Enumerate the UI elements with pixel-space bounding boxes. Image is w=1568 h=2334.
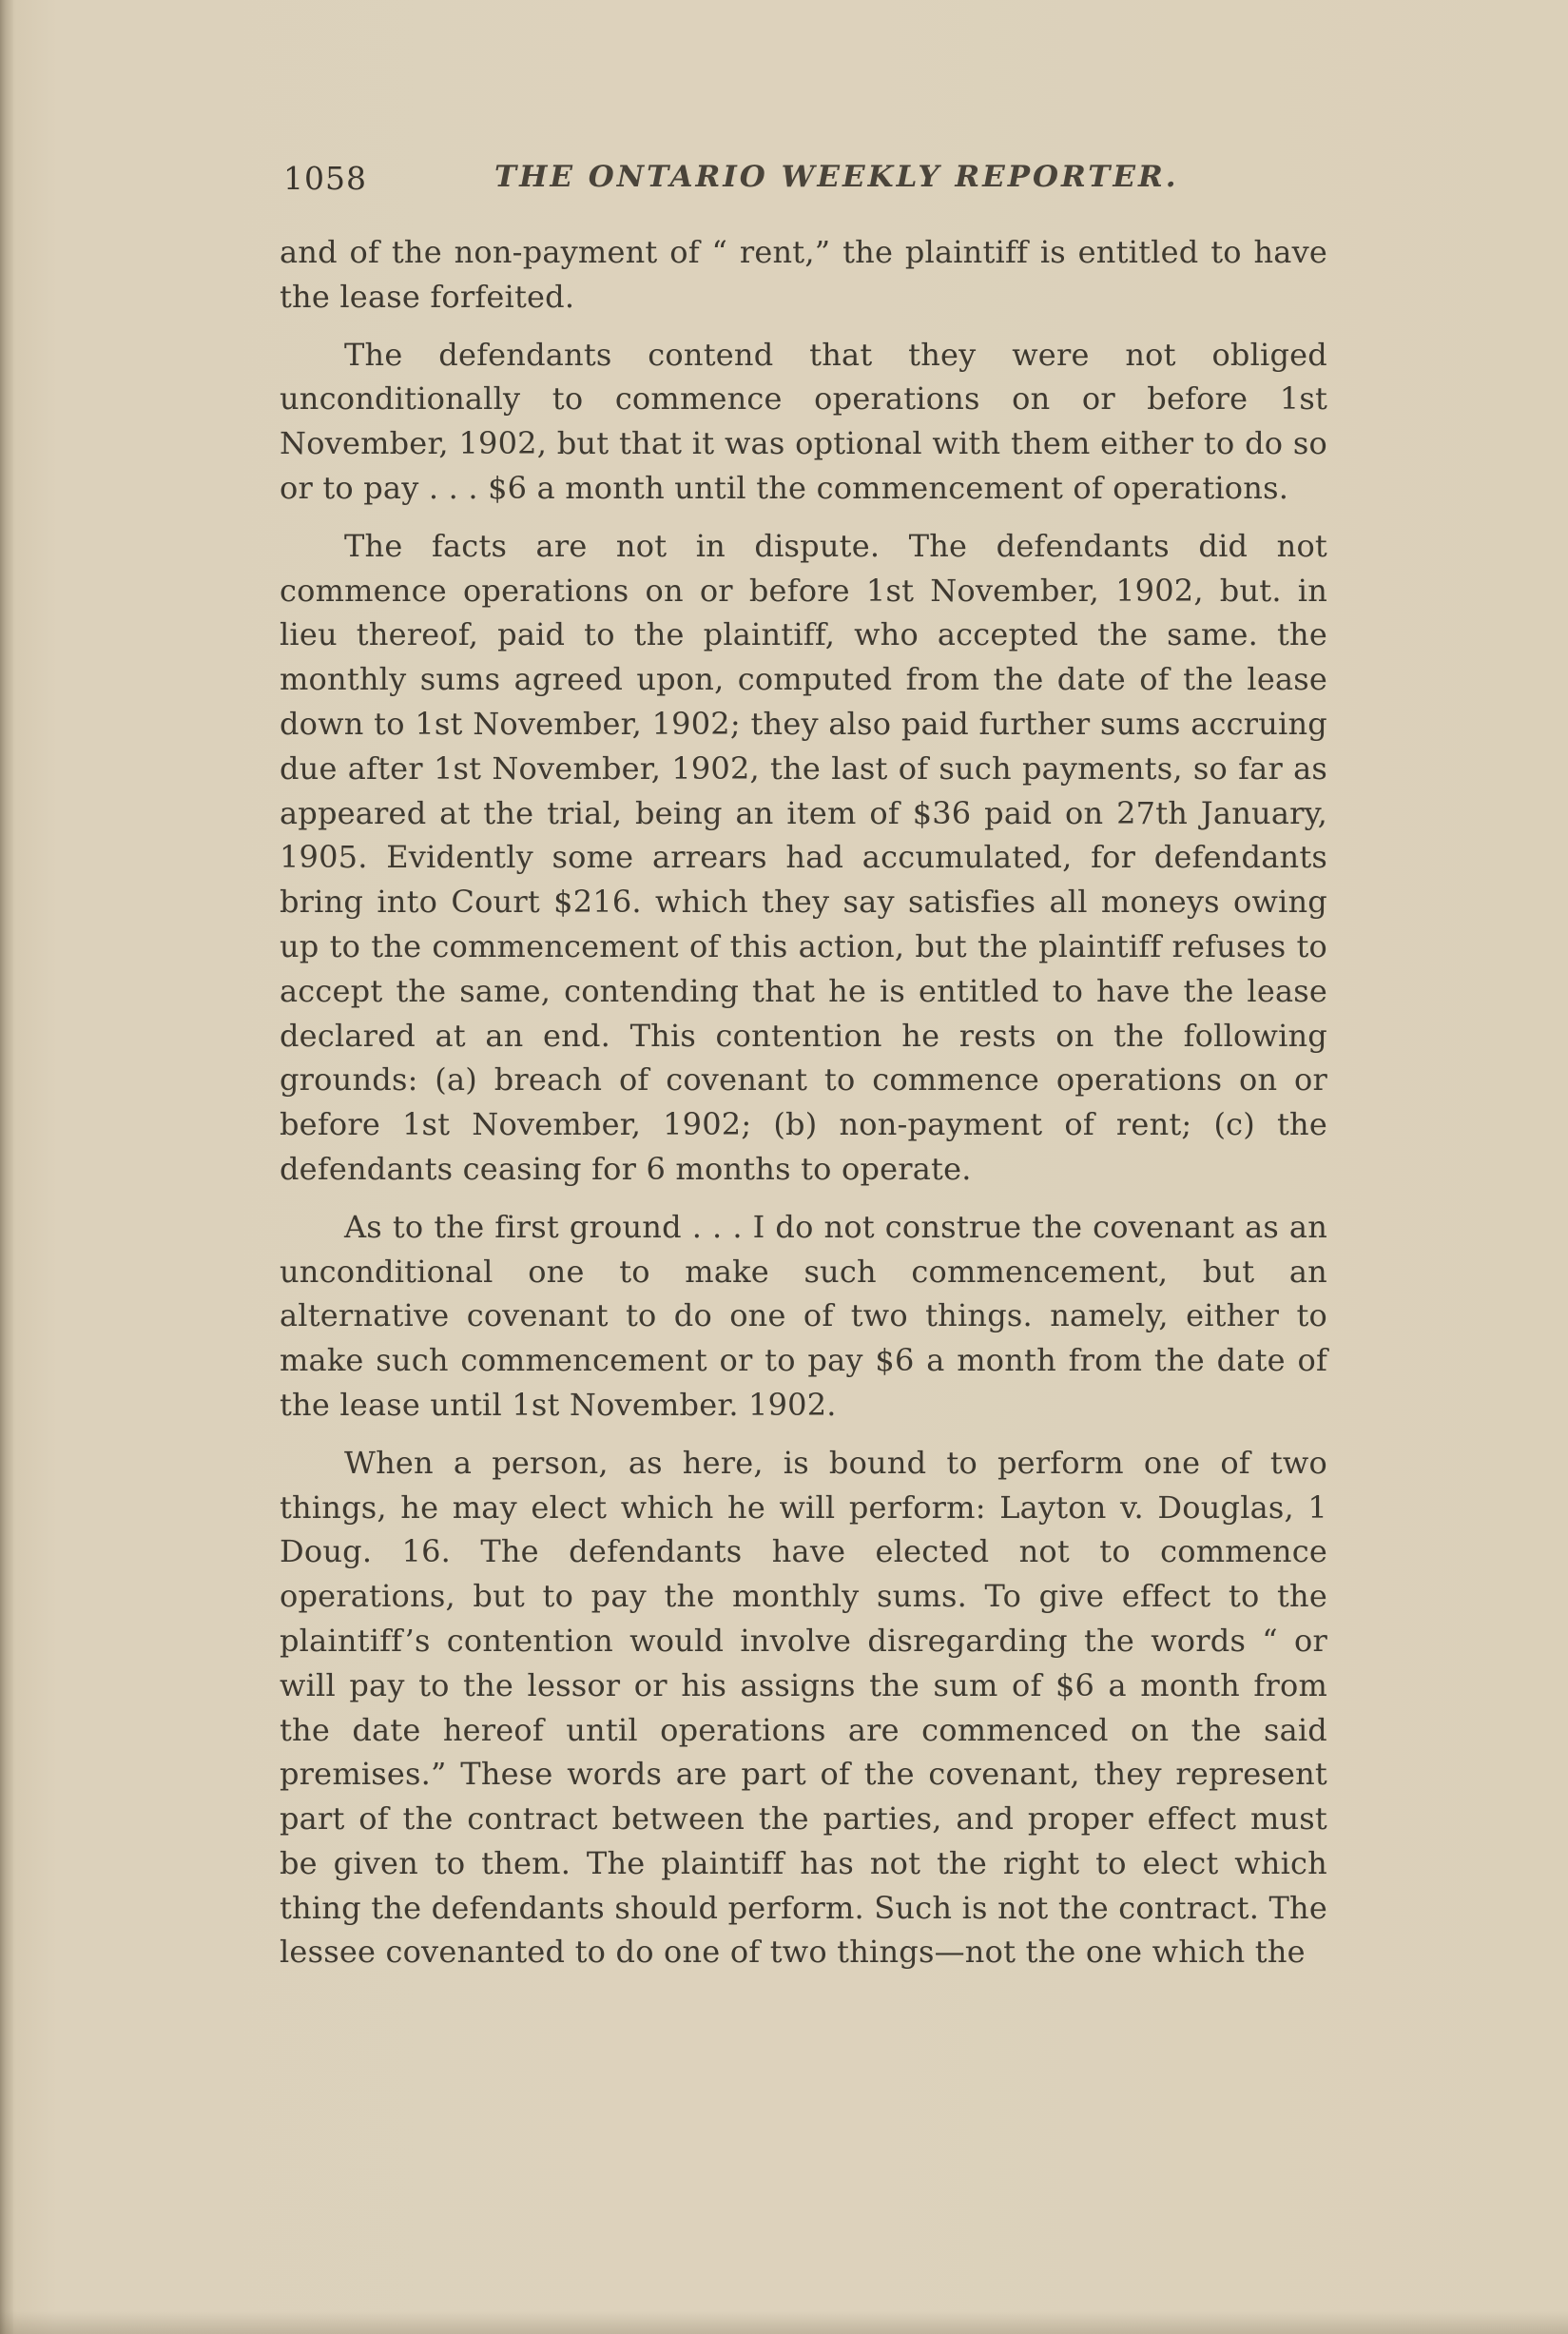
- body-text: [280, 230, 1327, 1988]
- paragraph-facts: The facts are not in dispute. The defendants did not commence operations on or before 1st November, 1902, but. in lieu thereof, paid to the plaintiff, who accepted the same. the monthly sums agreed upon, computed from the date of the lease down to 1st November, 1902; they also paid further sums accruing due after 1st November, 1902, the last of such payments, so far as appeared at the trial, being an item of $36 paid on 27th January, 1905. Evidently some arrears had accumulated, for defendants bring into Court $216. which they say satisfies all moneys owing up to the commencement of this action, but the plaintiff refuses to accept the same, contending that he is entitled to have the lease declared at an end. This contention he rests on the following grounds: (a) breach of covenant to commence operations on or before 1st November, 1902; (b) non-payment of rent; (c) the defendants ceasing for 6 months to operate.: [280, 527, 1327, 1187]
- paragraph-election: When a person, as here, is bound to perform one of two things, he may elect which he will perform: Layton v. Douglas, 1 Doug. 16. The defendants have elected not to commence operations, but to pay the monthly sums. To give effect to the plaintiff’s contention would involve disregarding the words “ or will pay to the lessor or his assigns the sum of $6 a month from the date hereof until operations are commenced on the said premises.” These words are part of the covenant, they represent part of the contract between the parties, and proper effect must be given to them. The plaintiff has not the right to elect which thing the defendants should perform. Such is not the contract. The lessee covenanted to do one of two things—not the one which the: [280, 1444, 1327, 1971]
- page-gutter: [0, 0, 13, 2334]
- page-number: 1058: [283, 160, 367, 197]
- page-bottom-shadow: [0, 2311, 1568, 2334]
- paragraph-continuation: and of the non-payment of “ rent,” the plaintiff is entitled to have the lease forfeited.: [280, 234, 1327, 315]
- paragraph-first-ground: As to the first ground . . . I do not construe the covenant as an unconditional one to make such commencement, but an alternative covenant to do one of two things. namely, either to make such commencement or to pay $6 a month from the date of the lease until 1st November. 1902.: [280, 1208, 1327, 1423]
- page-header: [283, 152, 1320, 200]
- paragraph-defendants-contention: The defendants contend that they were not obliged unconditionally to commence operations on or before 1st November, 1902, but that it was optional with them either to do so or to pay . . . $6 a month until the commencement of operations.: [280, 336, 1327, 506]
- running-head: THE ONTARIO WEEKLY REPORTER.: [494, 160, 1179, 194]
